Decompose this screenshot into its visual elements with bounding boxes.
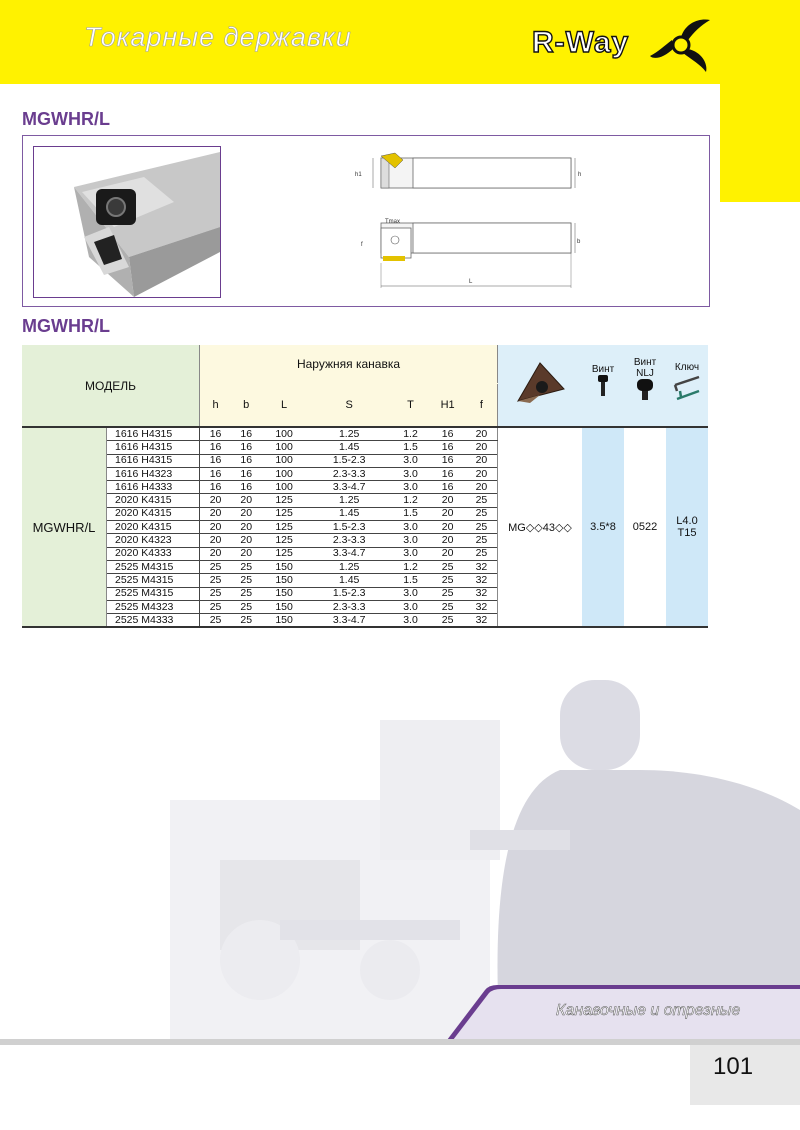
col-header-b: b (231, 384, 261, 428)
cell-H1: 20 (429, 507, 465, 520)
cell-h: 20 (200, 507, 232, 520)
cell-f: 25 (466, 507, 498, 520)
cell-f: 20 (466, 481, 498, 494)
model-code-cell: 2525 M4333 (107, 614, 200, 628)
cell-h: 25 (200, 600, 232, 613)
cell-h: 16 (200, 481, 232, 494)
header-key-label: Ключ (674, 361, 700, 373)
header-key (666, 345, 708, 427)
insert-code-cell: MG◇◇43◇◇ (498, 427, 583, 627)
cell-S: 1.25 (307, 494, 392, 507)
cell-L: 100 (261, 481, 306, 494)
spec-table-body (22, 427, 708, 627)
cell-H1: 25 (429, 600, 465, 613)
drawing-label-h: h (578, 172, 582, 178)
cell-T: 3.0 (392, 587, 430, 600)
cell-S: 3.3-4.7 (307, 481, 392, 494)
cell-S: 1.5-2.3 (307, 521, 392, 534)
model-code-cell: 1616 H4315 (107, 454, 200, 467)
cell-f: 32 (466, 614, 498, 628)
cell-T: 3.0 (392, 547, 430, 560)
cell-H1: 16 (429, 467, 465, 480)
cell-L: 150 (261, 587, 306, 600)
cell-H1: 16 (429, 481, 465, 494)
cell-S: 3.3-4.7 (307, 614, 392, 628)
tool-holder-image (34, 147, 220, 297)
cell-S: 2.3-3.3 (307, 534, 392, 547)
header-screw-nlj (624, 345, 666, 427)
model-code-cell: 2525 M4315 (107, 587, 200, 600)
footer-divider (0, 1039, 800, 1045)
key-icon (671, 373, 703, 401)
cell-T: 3.0 (392, 481, 430, 494)
cell-f: 20 (466, 441, 498, 454)
cell-f: 20 (466, 454, 498, 467)
product-image-box (22, 135, 710, 307)
cell-H1: 25 (429, 560, 465, 573)
col-header-H1: H1 (429, 384, 465, 428)
cell-L: 150 (261, 614, 306, 628)
header-screw-nlj-label: Винт NLJ (633, 357, 657, 379)
cell-h: 16 (200, 427, 232, 441)
cell-S: 3.3-4.7 (307, 547, 392, 560)
cell-b: 20 (231, 494, 261, 507)
model-code-cell: 2020 K4315 (107, 494, 200, 507)
model-code-cell: 2525 M4315 (107, 574, 200, 587)
drawing-label-b: b (577, 239, 581, 245)
header-insert (498, 345, 583, 427)
spec-table (22, 345, 708, 628)
cell-b: 25 (231, 560, 261, 573)
cell-T: 3.0 (392, 467, 430, 480)
cell-H1: 20 (429, 521, 465, 534)
key-size-line2: T15 (677, 527, 697, 540)
cell-h: 25 (200, 574, 232, 587)
cell-S: 1.45 (307, 574, 392, 587)
cell-T: 3.0 (392, 454, 430, 467)
cell-L: 125 (261, 534, 306, 547)
section-title-table: MGWHR/L (22, 316, 110, 336)
cell-h: 20 (200, 494, 232, 507)
cell-b: 16 (231, 467, 261, 480)
cell-h: 20 (200, 547, 232, 560)
insert-icon (510, 359, 570, 409)
cell-b: 16 (231, 441, 261, 454)
cell-f: 25 (466, 494, 498, 507)
cell-T: 1.2 (392, 560, 430, 573)
model-code-cell: 2020 K4315 (107, 507, 200, 520)
cell-H1: 16 (429, 427, 465, 441)
col-header-L: L (261, 384, 306, 428)
screw-icon (596, 375, 610, 397)
cell-h: 25 (200, 614, 232, 628)
cell-S: 1.25 (307, 560, 392, 573)
col-header-S: S (307, 384, 392, 428)
cell-H1: 20 (429, 494, 465, 507)
screw-cell: 3.5*8 (582, 427, 624, 627)
cell-h: 16 (200, 454, 232, 467)
col-header-T: T (392, 384, 430, 428)
cell-f: 32 (466, 600, 498, 613)
cell-f: 25 (466, 547, 498, 560)
key-size-line1: L4.0 (676, 515, 698, 528)
footer-section-label: Канавочные и отрезные (556, 1002, 741, 1019)
col-header-h: h (200, 384, 232, 428)
page-header-title: Токарные державки (84, 22, 352, 52)
cell-L: 125 (261, 507, 306, 520)
header-screw-label: Винт (591, 363, 615, 375)
cell-f: 20 (466, 427, 498, 441)
header-screw (582, 345, 624, 427)
cell-f: 32 (466, 587, 498, 600)
cell-L: 100 (261, 441, 306, 454)
cell-b: 16 (231, 454, 261, 467)
cell-b: 20 (231, 547, 261, 560)
section-title-top: MGWHR/L (22, 109, 110, 129)
cell-f: 32 (466, 574, 498, 587)
cell-S: 1.45 (307, 507, 392, 520)
cell-T: 1.2 (392, 427, 430, 441)
model-code-cell: 2525 M4323 (107, 600, 200, 613)
cell-H1: 20 (429, 534, 465, 547)
cell-h: 16 (200, 467, 232, 480)
cell-H1: 16 (429, 441, 465, 454)
logo-emblem-icon (650, 16, 712, 74)
cell-T: 1.5 (392, 441, 430, 454)
header-group: Наружняя канавка (200, 345, 498, 384)
cell-L: 150 (261, 574, 306, 587)
model-name-cell: MGWHR/L (22, 427, 107, 627)
workshop-background-image (130, 660, 800, 1040)
drawing-label-L: L (469, 279, 473, 285)
cell-S: 1.5-2.3 (307, 454, 392, 467)
cell-H1: 25 (429, 574, 465, 587)
header-model: МОДЕЛЬ (22, 345, 200, 427)
model-code-cell: 1616 H4323 (107, 467, 200, 480)
cell-T: 1.5 (392, 507, 430, 520)
cell-b: 25 (231, 614, 261, 628)
model-code-cell: 2020 K4333 (107, 547, 200, 560)
model-code-cell: 2020 K4323 (107, 534, 200, 547)
cell-L: 150 (261, 560, 306, 573)
cell-H1: 16 (429, 454, 465, 467)
model-code-cell: 2525 M4315 (107, 560, 200, 573)
model-code-cell: 1616 H4315 (107, 441, 200, 454)
page-number: 101 (713, 1053, 754, 1080)
cell-h: 16 (200, 441, 232, 454)
cell-L: 150 (261, 600, 306, 613)
holder-photo (33, 146, 221, 298)
cell-L: 125 (261, 494, 306, 507)
cell-H1: 25 (429, 587, 465, 600)
header-side-band (720, 84, 800, 202)
cell-H1: 25 (429, 614, 465, 628)
cell-S: 2.3-3.3 (307, 467, 392, 480)
drawing-label-h1: h1 (355, 172, 362, 178)
cell-S: 1.25 (307, 427, 392, 441)
model-code-cell: 1616 H4333 (107, 481, 200, 494)
brand-logo (532, 14, 712, 74)
cell-f: 25 (466, 521, 498, 534)
cell-b: 20 (231, 534, 261, 547)
cell-H1: 20 (429, 547, 465, 560)
drawing-label-tmax: Tmax (385, 219, 400, 225)
cell-L: 125 (261, 521, 306, 534)
cell-f: 32 (466, 560, 498, 573)
cell-b: 25 (231, 587, 261, 600)
cell-f: 20 (466, 467, 498, 480)
cell-T: 1.2 (392, 494, 430, 507)
cell-L: 100 (261, 454, 306, 467)
cell-b: 25 (231, 574, 261, 587)
cell-h: 25 (200, 560, 232, 573)
key-cell (666, 427, 708, 627)
cell-b: 16 (231, 481, 261, 494)
logo-text: R-Way (532, 26, 630, 59)
cell-b: 20 (231, 521, 261, 534)
table-row (22, 427, 708, 441)
cell-h: 20 (200, 534, 232, 547)
cell-S: 1.45 (307, 441, 392, 454)
drawing-label-f: f (361, 242, 363, 248)
cell-h: 20 (200, 521, 232, 534)
model-code-cell: 1616 H4315 (107, 427, 200, 441)
technical-drawing (333, 148, 583, 298)
cell-S: 1.5-2.3 (307, 587, 392, 600)
cell-T: 3.0 (392, 521, 430, 534)
cell-T: 1.5 (392, 574, 430, 587)
cell-b: 20 (231, 507, 261, 520)
cell-S: 2.3-3.3 (307, 600, 392, 613)
cell-b: 25 (231, 600, 261, 613)
model-code-cell: 2020 K4315 (107, 521, 200, 534)
col-header-f: f (466, 384, 498, 428)
screw-nlj-icon (636, 379, 654, 401)
cell-h: 25 (200, 587, 232, 600)
cell-L: 100 (261, 467, 306, 480)
cell-b: 16 (231, 427, 261, 441)
cell-f: 25 (466, 534, 498, 547)
cell-L: 125 (261, 547, 306, 560)
cell-T: 3.0 (392, 600, 430, 613)
cell-T: 3.0 (392, 614, 430, 628)
cell-L: 100 (261, 427, 306, 441)
screw-nlj-cell: 0522 (624, 427, 666, 627)
cell-T: 3.0 (392, 534, 430, 547)
